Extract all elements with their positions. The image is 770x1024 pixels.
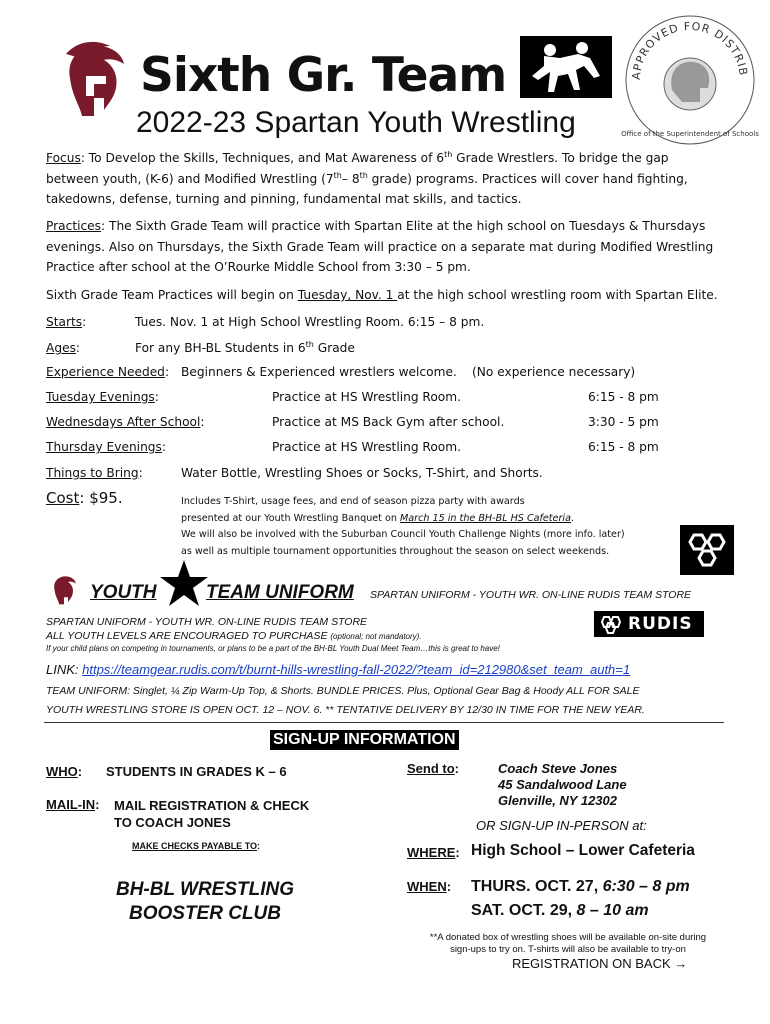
page-title: Sixth Gr. Team	[140, 48, 507, 103]
uniform-line2: ALL YOUTH LEVELS ARE ENCOURAGED TO PURCHASE (optional; not mandatory).	[46, 630, 422, 642]
store-link[interactable]: https://teamgear.rudis.com/t/burnt-hills-wrestling-fall-2022/?team_id=212980&set_team_auth=1	[82, 662, 631, 677]
divider	[44, 722, 724, 723]
in-person-label: OR SIGN-UP IN-PERSON at:	[476, 818, 647, 833]
starts-label: Starts:	[46, 315, 87, 329]
who-label: WHO:	[46, 764, 83, 779]
send-address: Coach Steve Jones 45 Sandalwood Lane Glenville, NY 12302	[498, 761, 627, 808]
schedule-where: Practice at MS Back Gym after school.	[272, 415, 505, 429]
schedule-time: 3:30 - 5 pm	[588, 415, 659, 429]
uniform-line3: If your child plans on competing in tournaments, or plans to be a part of the BH-BL Youth Dual Meet Team…this is great to have!	[46, 644, 500, 653]
hex-logo	[680, 525, 734, 575]
svg-text:APPROVED FOR DISTRIBUTION: APPROVED FOR DISTRIB	[629, 19, 750, 81]
wrestlers-logo	[520, 36, 612, 98]
booster-club: BH-BL WRESTLING BOOSTER CLUB	[115, 879, 295, 924]
uniform-heading-side: SPARTAN UNIFORM - YOUTH WR. ON-LINE RUDIS TEAM STORE	[370, 589, 692, 601]
schedule-row: Thursday Evenings: Practice at HS Wrestling Room. 6:15 - 8 pm	[46, 437, 686, 458]
includes-block: Includes T-Shirt, usage fees, and end of season pizza party with awards presented at our Youth Wrestling Banquet on March 15 in the BH-BL HS Cafeteria. We will also be involved with the Suburban Council Youth Challenge Nights (more info. later) as well as multiple tournament opportunities throughout the season on select weekends.	[181, 496, 625, 557]
team-uniform-line: TEAM UNIFORM: Singlet, ¼ Zip Warm-Up Top, & Shorts. BUNDLE PRICES. Plus, Optional Gear Bag & Hoody ALL FOR SALE	[46, 685, 640, 697]
schedule-row: Wednesdays After School: Practice at MS Back Gym after school. 3:30 - 5 pm	[46, 412, 686, 433]
uniform-line1: SPARTAN UNIFORM - YOUTH WR. ON-LINE RUDIS TEAM STORE	[46, 616, 368, 628]
bring-label: Things to Bring:	[46, 466, 143, 480]
cost-line: Cost: $95.	[46, 489, 123, 507]
ages-value: For any BH-BL Students in 6th Grade	[135, 339, 355, 355]
focus-paragraph: Focus: To Develop the Skills, Techniques, and Mat Awareness of 6th Grade Wrestlers. To bridge the gap between youth, (K-6) and Modified Wrestling (7th– 8th grade) programs. Practices will cover hand fighting, takedowns, defense, turning and pinning, fundamental mat skills, and tactics.	[46, 149, 688, 206]
small-helmet-icon	[50, 574, 78, 606]
schedule-time: 6:15 - 8 pm	[588, 440, 659, 454]
shoes-note: **A donated box of wrestling shoes will be available on-site during sign-ups to try on. T-shirts will also be available to try-on	[429, 932, 707, 955]
where-value: High School – Lower Cafeteria	[471, 842, 695, 859]
begin-line: Sixth Grade Team Practices will begin on Tuesday, Nov. 1 at the high school wrestling room with Spartan Elite.	[46, 288, 718, 302]
star-icon	[160, 560, 208, 606]
practices-paragraph: Practices: The Sixth Grade Team will practice with Spartan Elite at the high school on Tuesdays & Thursdays evenings. Also on Thursdays, the Sixth Grade Team will practice on a separate mat during Modified Wrestling Practice after school at the O’Rourke Middle School from 3:30 – 5 pm.	[46, 219, 714, 274]
when-label: WHEN:	[407, 879, 452, 894]
payable-label: MAKE CHECKS PAYABLE TO:	[132, 841, 261, 851]
starts-value: Tues. Nov. 1 at High School Wrestling Room. 6:15 – 8 pm.	[135, 315, 485, 329]
who-value: STUDENTS IN GRADES K – 6	[106, 764, 287, 779]
schedule-where: Practice at HS Wrestling Room.	[272, 440, 462, 454]
schedule-day: Thursday Evenings	[46, 440, 162, 454]
ages-label: Ages:	[46, 341, 81, 355]
svg-text:Office of the Superintendent o: Office of the Superintendent of Schools	[621, 130, 759, 138]
schedule-time: 6:15 - 8 pm	[588, 390, 659, 404]
rudis-logo: RUDIS	[594, 611, 704, 637]
experience-value: Beginners & Experienced wrestlers welcome.	[181, 365, 457, 379]
mail-value: MAIL REGISTRATION & CHECK TO COACH JONES	[114, 798, 310, 830]
experience-label: Experience Needed:	[46, 365, 170, 379]
schedule-where: Practice at HS Wrestling Room.	[272, 390, 462, 404]
page-subtitle: 2022-23 Spartan Youth Wrestling	[136, 106, 576, 139]
when-value: THURS. OCT. 27, 6:30 – 8 pm SAT. OCT. 29, 8 – 10 am	[471, 878, 690, 919]
practices-label: Practices	[46, 219, 102, 233]
store-open-line: YOUTH WRESTLING STORE IS OPEN OCT. 12 – NOV. 6. ** TENTATIVE DELIVERY BY 12/30 IN TIME FOR THE NEW YEAR.	[46, 704, 645, 716]
schedule-day: Tuesday Evenings	[46, 390, 155, 404]
where-label: WHERE:	[407, 845, 460, 860]
uniform-link-line: LINK: https://teamgear.rudis.com/t/burnt-hills-wrestling-fall-2022/?team_id=212980&set_team_auth=1	[46, 662, 631, 677]
spartan-helmet-logo	[60, 40, 128, 120]
registration-on-back: REGISTRATION ON BACK →	[512, 956, 688, 971]
focus-label: Focus	[46, 151, 81, 165]
bring-value: Water Bottle, Wrestling Shoes or Socks, T-Shirt, and Shorts.	[181, 466, 543, 480]
uniform-heading-left: YOUTH	[90, 582, 157, 603]
mail-label: MAIL-IN:	[46, 797, 100, 812]
approved-seal	[620, 10, 760, 150]
schedule-row: Tuesday Evenings: Practice at HS Wrestling Room. 6:15 - 8 pm	[46, 387, 686, 408]
uniform-heading-right: TEAM UNIFORM	[206, 582, 354, 603]
experience-note: (No experience necessary)	[472, 365, 636, 379]
schedule-day: Wednesdays After School	[46, 415, 201, 429]
signup-heading: SIGN-UP INFORMATION	[270, 730, 459, 750]
send-label: Send to:	[407, 761, 460, 776]
